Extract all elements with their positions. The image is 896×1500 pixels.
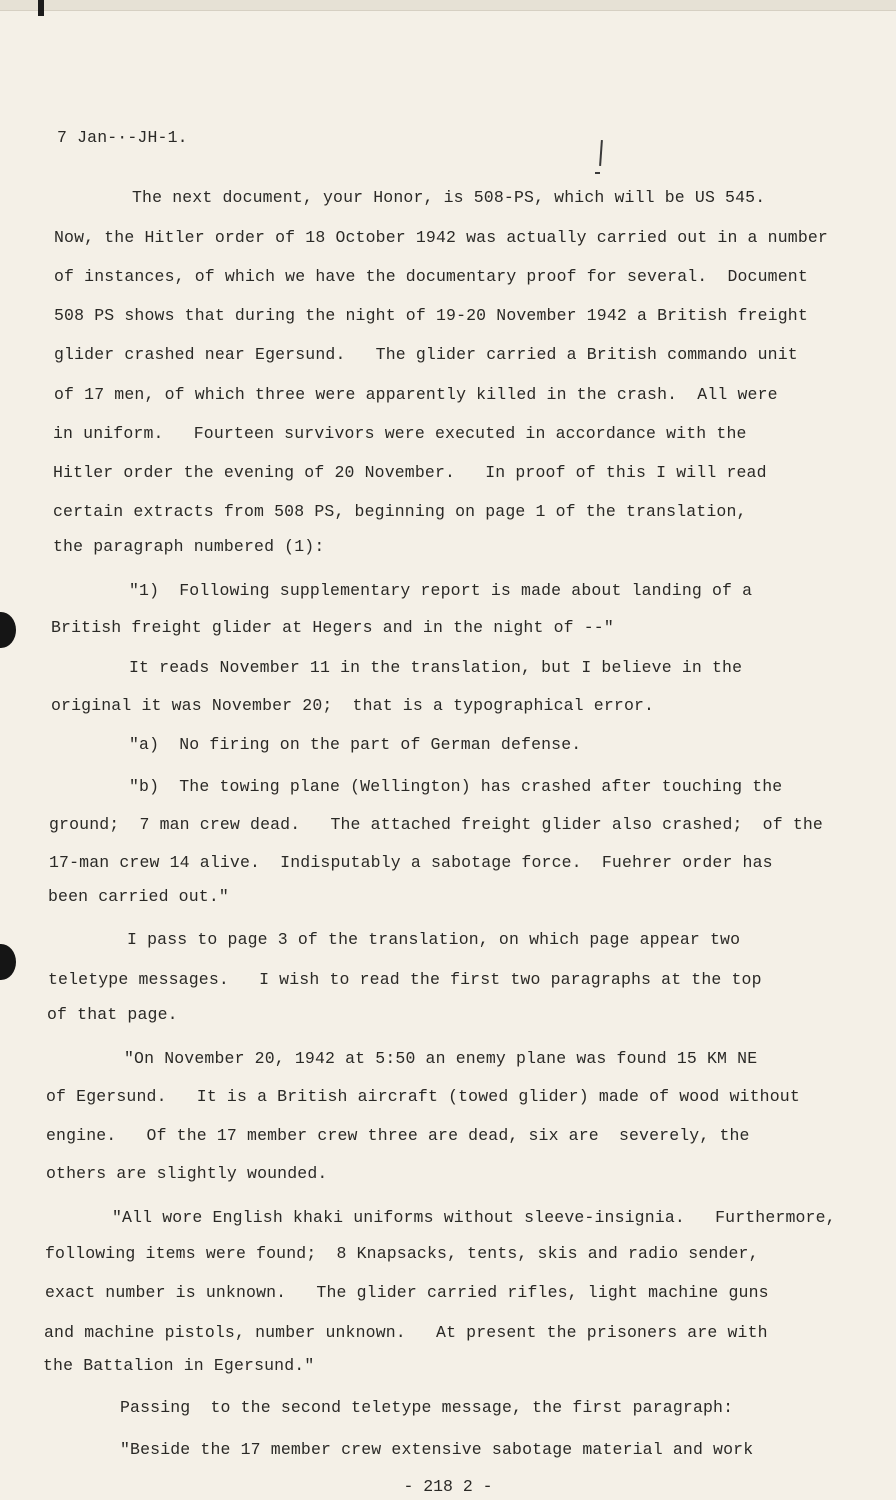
- text-line: "1) Following supplementary report is made about landing of a: [129, 581, 753, 600]
- punch-hole-upper: [0, 612, 16, 648]
- text-line: ground; 7 man crew dead. The attached freight glider also crashed; of the: [49, 815, 823, 834]
- text-line: "a) No firing on the part of German defense.: [129, 735, 582, 754]
- text-line: engine. Of the 17 member crew three are dead, six are severely, the: [46, 1126, 750, 1145]
- text-line: of that page.: [47, 1005, 178, 1024]
- text-line: of Egersund. It is a British aircraft (towed glider) made of wood without: [46, 1087, 800, 1106]
- text-line: exact number is unknown. The glider carried rifles, light machine guns: [45, 1283, 769, 1302]
- page-number: - 218 2 -: [403, 1477, 493, 1496]
- punch-hole-lower: [0, 944, 16, 980]
- text-line: "On November 20, 1942 at 5:50 an enemy plane was found 15 KM NE: [124, 1049, 758, 1068]
- text-line: Now, the Hitler order of 18 October 1942 was actually carried out in a number: [54, 228, 828, 247]
- text-line: The next document, your Honor, is 508-PS, which will be US 545.: [132, 188, 766, 207]
- text-line: 508 PS shows that during the night of 19-20 November 1942 a British freight: [54, 306, 808, 325]
- text-line: "All wore English khaki uniforms without sleeve-insignia. Furthermore,: [112, 1208, 836, 1227]
- text-line: been carried out.": [48, 887, 229, 906]
- text-line: the Battalion in Egersund.": [43, 1356, 315, 1375]
- text-line: and machine pistols, number unknown. At present the prisoners are with: [44, 1323, 768, 1342]
- stray-pen-dash: [595, 172, 600, 174]
- text-line: original it was November 20; that is a typographical error.: [51, 696, 655, 715]
- text-line: Passing to the second teletype message, the first paragraph:: [120, 1398, 734, 1417]
- text-line: 17-man crew 14 alive. Indisputably a sabotage force. Fuehrer order has: [49, 853, 773, 872]
- text-line: teletype messages. I wish to read the first two paragraphs at the top: [48, 970, 762, 989]
- text-line: of 17 men, of which three were apparently killed in the crash. All were: [54, 385, 778, 404]
- text-line: certain extracts from 508 PS, beginning on page 1 of the translation,: [53, 502, 747, 521]
- text-line: British freight glider at Hegers and in the night of --": [51, 618, 614, 637]
- text-line: glider crashed near Egersund. The glider carried a British commando unit: [54, 345, 798, 364]
- text-line: I pass to page 3 of the translation, on which page appear two: [127, 930, 741, 949]
- text-line: following items were found; 8 Knapsacks, tents, skis and radio sender,: [45, 1244, 759, 1263]
- binding-mark: [38, 0, 44, 16]
- text-line: It reads November 11 in the translation, but I believe in the: [129, 658, 743, 677]
- text-line: in uniform. Fourteen survivors were executed in accordance with the: [53, 424, 747, 443]
- text-line: "Beside the 17 member crew extensive sabotage material and work: [120, 1440, 754, 1459]
- text-line: the paragraph numbered (1):: [53, 537, 325, 556]
- text-line: of instances, of which we have the documentary proof for several. Document: [54, 267, 808, 286]
- stray-pen-mark: [599, 140, 603, 166]
- text-line: others are slightly wounded.: [46, 1164, 328, 1183]
- page-top-edge: [0, 0, 896, 11]
- text-line: "b) The towing plane (Wellington) has crashed after touching the: [129, 777, 783, 796]
- document-reference: 7 Jan-·-JH-1.: [57, 128, 188, 147]
- text-line: Hitler order the evening of 20 November. In proof of this I will read: [53, 463, 767, 482]
